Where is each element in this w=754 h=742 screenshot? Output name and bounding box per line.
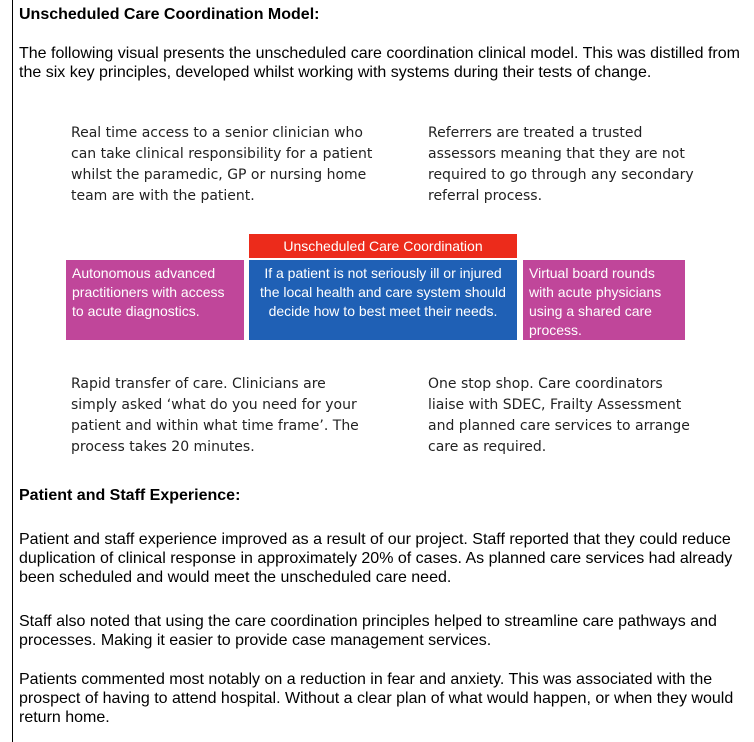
- model-center-box: [249, 260, 517, 340]
- model-title: Unscheduled Care Coordination: [283, 238, 483, 254]
- experience-paragraph-3: Patients commented most notably on a reduction in fear and anxiety. This was associated with the prospect of having to attend hospital. Without a clear plan of what would happen, or when they would return home.: [19, 671, 734, 726]
- experience-paragraph-2: Staff also noted that using the care coordination principles helped to streamline care pathways and processes. Making it easier to provide case management services.: [19, 613, 717, 649]
- virtual-board-rounds-text: Virtual board rounds with acute physicians using a shared care process.: [529, 265, 662, 338]
- section-heading-model: Unscheduled Care Coordination Model:: [19, 6, 320, 23]
- principle-virtual-board-rounds: [523, 260, 685, 340]
- principle-trusted-assessors: Referrers are treated a trusted assessors meaning that they are not required to go through any secondary referral process.: [428, 125, 694, 204]
- principle-advanced-practitioners: [66, 260, 244, 340]
- principle-rapid-transfer: Rapid transfer of care. Clinicians are simply asked ‘what do you need for your patient and within what time frame’. The process takes 20 minutes.: [71, 376, 359, 455]
- model-center-text: If a patient is not seriously ill or injured the local health and care system should decide how to best meet their needs.: [260, 265, 506, 319]
- advanced-practitioners-text: Autonomous advanced practitioners with access to acute diagnostics.: [72, 265, 225, 319]
- intro-paragraph: The following visual presents the unscheduled care coordination clinical model. This was distilled from the six key principles, developed whilst working with systems during their tests of change.: [19, 45, 740, 81]
- principle-senior-clinician: Real time access to a senior clinician who can take clinical responsibility for a patient whilst the paramedic, GP or nursing home team are with the patient.: [71, 125, 373, 204]
- model-title-banner: [249, 234, 517, 258]
- section-heading-experience: Patient and Staff Experience:: [19, 487, 241, 504]
- principle-one-stop-shop: One stop shop. Care coordinators liaise with SDEC, Frailty Assessment and planned care services to arrange care as required.: [428, 376, 690, 455]
- experience-paragraph-1: Patient and staff experience improved as a result of our project. Staff reported that they could reduce duplication of clinical response in approximately 20% of cases. As planned care services had already been scheduled and would meet the unscheduled care need.: [19, 531, 733, 586]
